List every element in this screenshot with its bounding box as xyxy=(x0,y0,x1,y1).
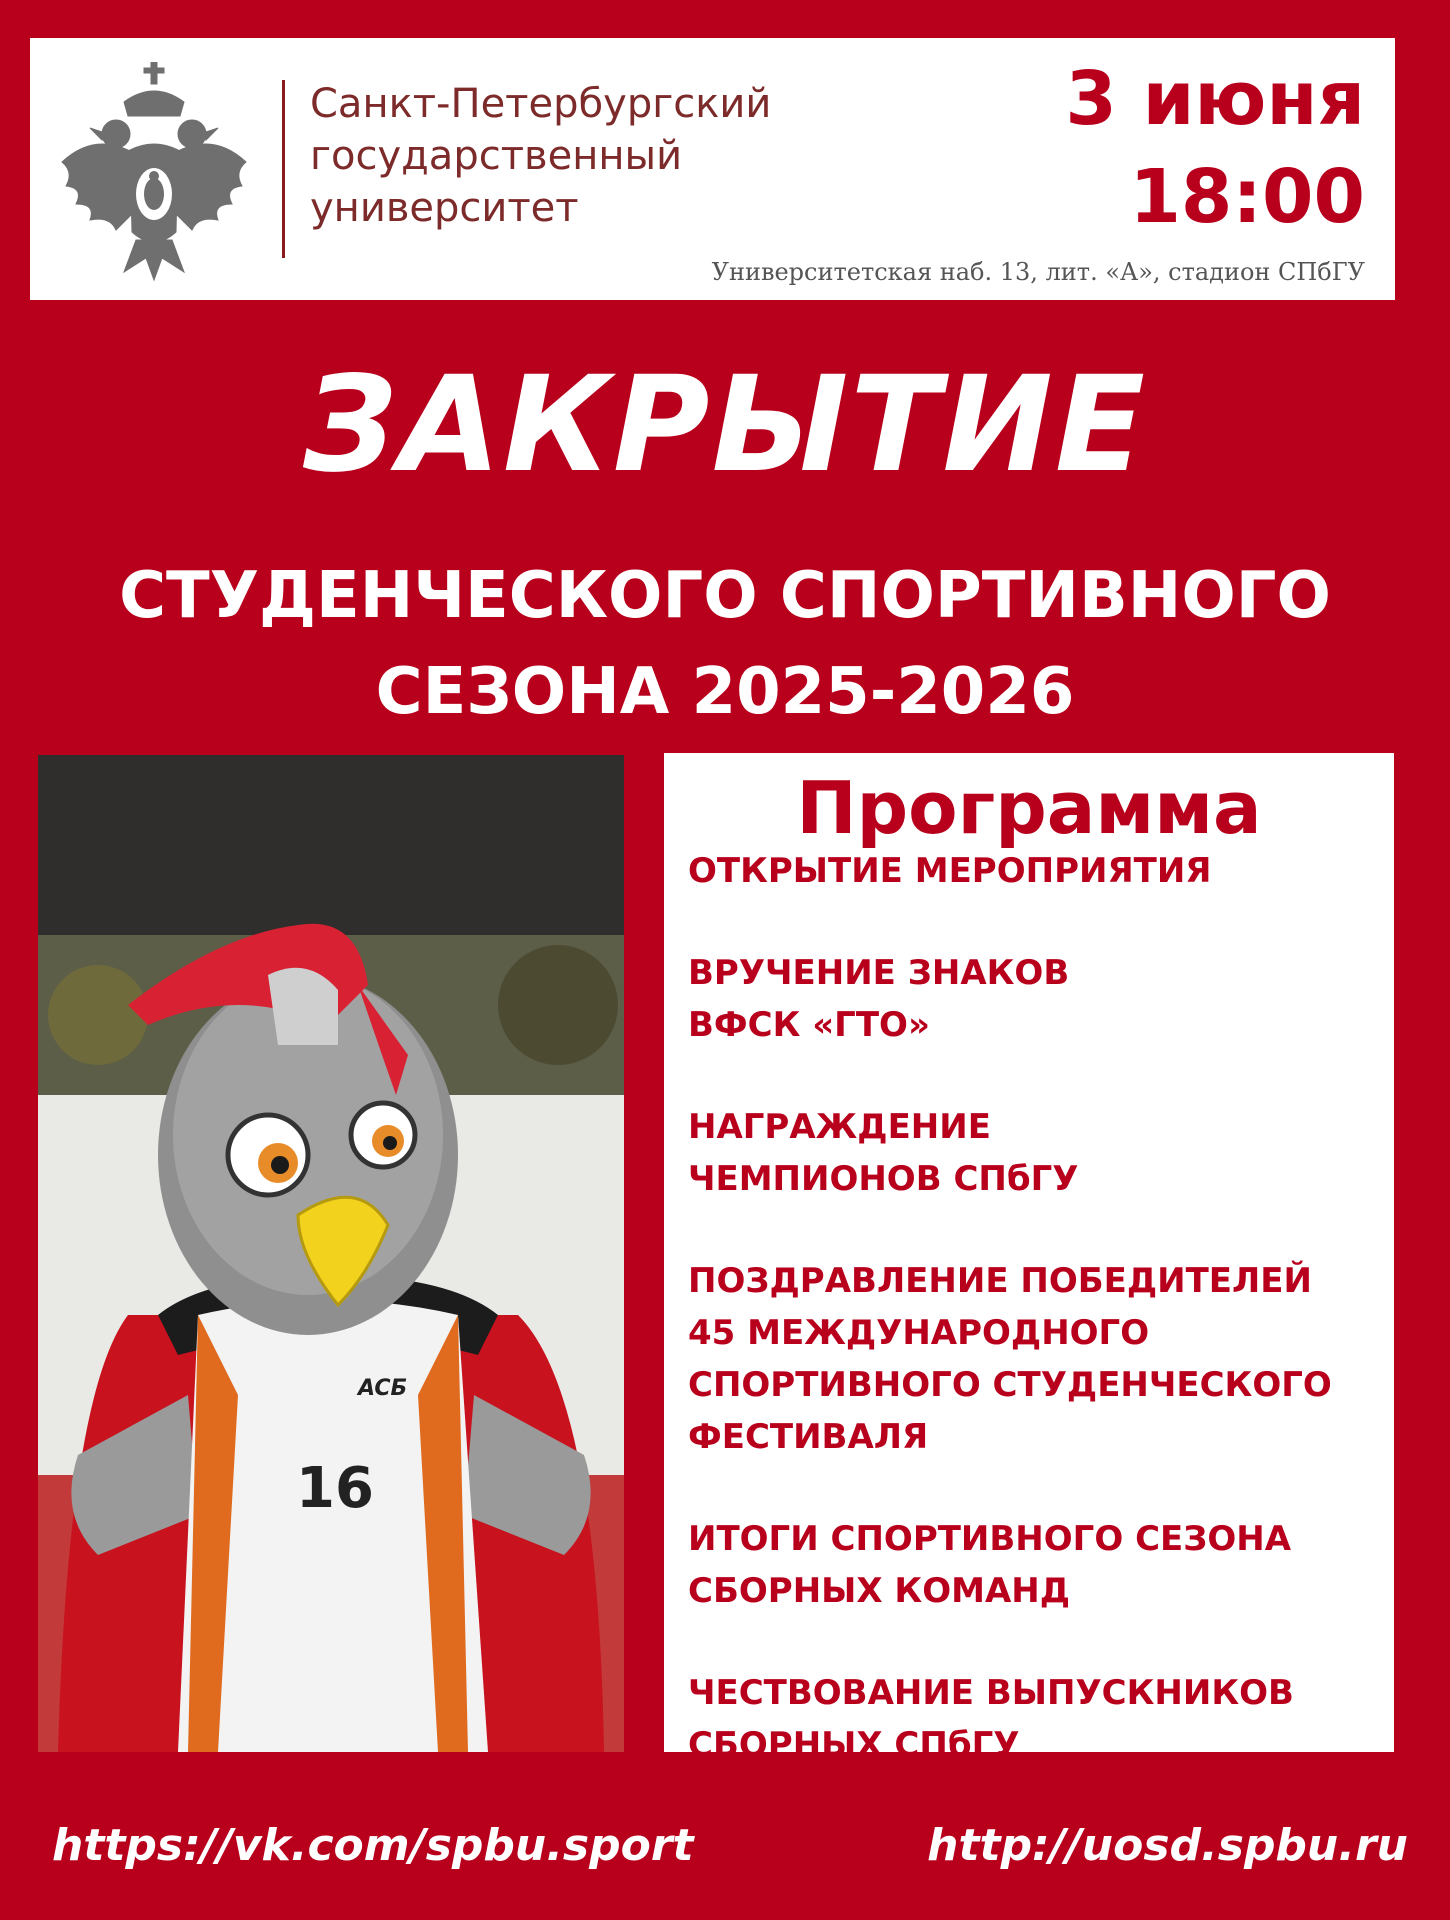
program-item xyxy=(688,1255,1388,1463)
program-item-line: 45 МЕЖДУНАРОДНОГО xyxy=(688,1313,1150,1353)
event-date: 3 июня xyxy=(1065,56,1365,142)
program-item-line: НАГРАЖДЕНИЕ xyxy=(688,1107,991,1147)
event-address: Университетская наб. 13, лит. «А», стадион СПбГУ xyxy=(711,258,1365,286)
program-item-line: ВРУЧЕНИЕ ЗНАКОВ xyxy=(688,953,1070,993)
vk-link[interactable]: https://vk.com/spbu.sport xyxy=(52,1820,694,1871)
university-name-line: государственный xyxy=(310,133,683,179)
mascot-illustration xyxy=(38,755,624,1752)
jersey-number: 16 xyxy=(296,1456,374,1521)
program-item xyxy=(688,947,1388,1051)
program-item-line: ЧЕМПИОНОВ СПбГУ xyxy=(688,1159,1079,1199)
university-crest-icon xyxy=(54,62,254,282)
subtitle-line: СЕЗОНА 2025-2026 xyxy=(375,655,1075,729)
subtitle-line: СТУДЕНЧЕСКОГО СПОРТИВНОГО xyxy=(119,559,1331,633)
program-item-line: ИТОГИ СПОРТИВНОГО СЕЗОНА xyxy=(688,1519,1292,1559)
program-item-line: ЧЕСТВОВАНИЕ ВЫПУСКНИКОВ xyxy=(688,1673,1294,1713)
university-name-line: Санкт-Петербургский xyxy=(310,81,772,127)
program-item xyxy=(688,845,1388,897)
program-panel xyxy=(664,753,1394,1765)
program-title: Программа xyxy=(796,766,1262,850)
program-item-line: СБОРНЫХ СПбГУ xyxy=(688,1725,1020,1765)
program-item xyxy=(688,1101,1388,1205)
program-item-line: СПОРТИВНОГО СТУДЕНЧЕСКОГО xyxy=(688,1365,1332,1405)
program-item xyxy=(688,1513,1388,1617)
event-time: 18:00 xyxy=(1129,154,1365,240)
jersey-text: ACБ xyxy=(358,1376,408,1401)
header-panel xyxy=(30,38,1395,300)
program-item-line: ФЕСТИВАЛЯ xyxy=(688,1417,929,1457)
program-item-line: ОТКРЫТИЕ МЕРОПРИЯТИЯ xyxy=(688,851,1212,891)
university-name xyxy=(282,78,842,234)
program-list xyxy=(688,845,1388,1821)
program-item-line: ПОЗДРАВЛЕНИЕ ПОБЕДИТЕЛЕЙ xyxy=(688,1261,1312,1301)
program-item-line: ВФСК «ГТО» xyxy=(688,1005,930,1045)
website-link[interactable]: http://uosd.spbu.ru xyxy=(927,1820,1408,1871)
program-item-line: СБОРНЫХ КОМАНД xyxy=(688,1571,1071,1611)
mascot-photo xyxy=(38,755,624,1752)
program-item xyxy=(688,1667,1388,1771)
event-date-time xyxy=(1065,50,1365,246)
main-title: ЗАКРЫТИЕ xyxy=(302,348,1148,502)
subtitle xyxy=(0,548,1450,740)
university-name-line: университет xyxy=(310,185,579,231)
